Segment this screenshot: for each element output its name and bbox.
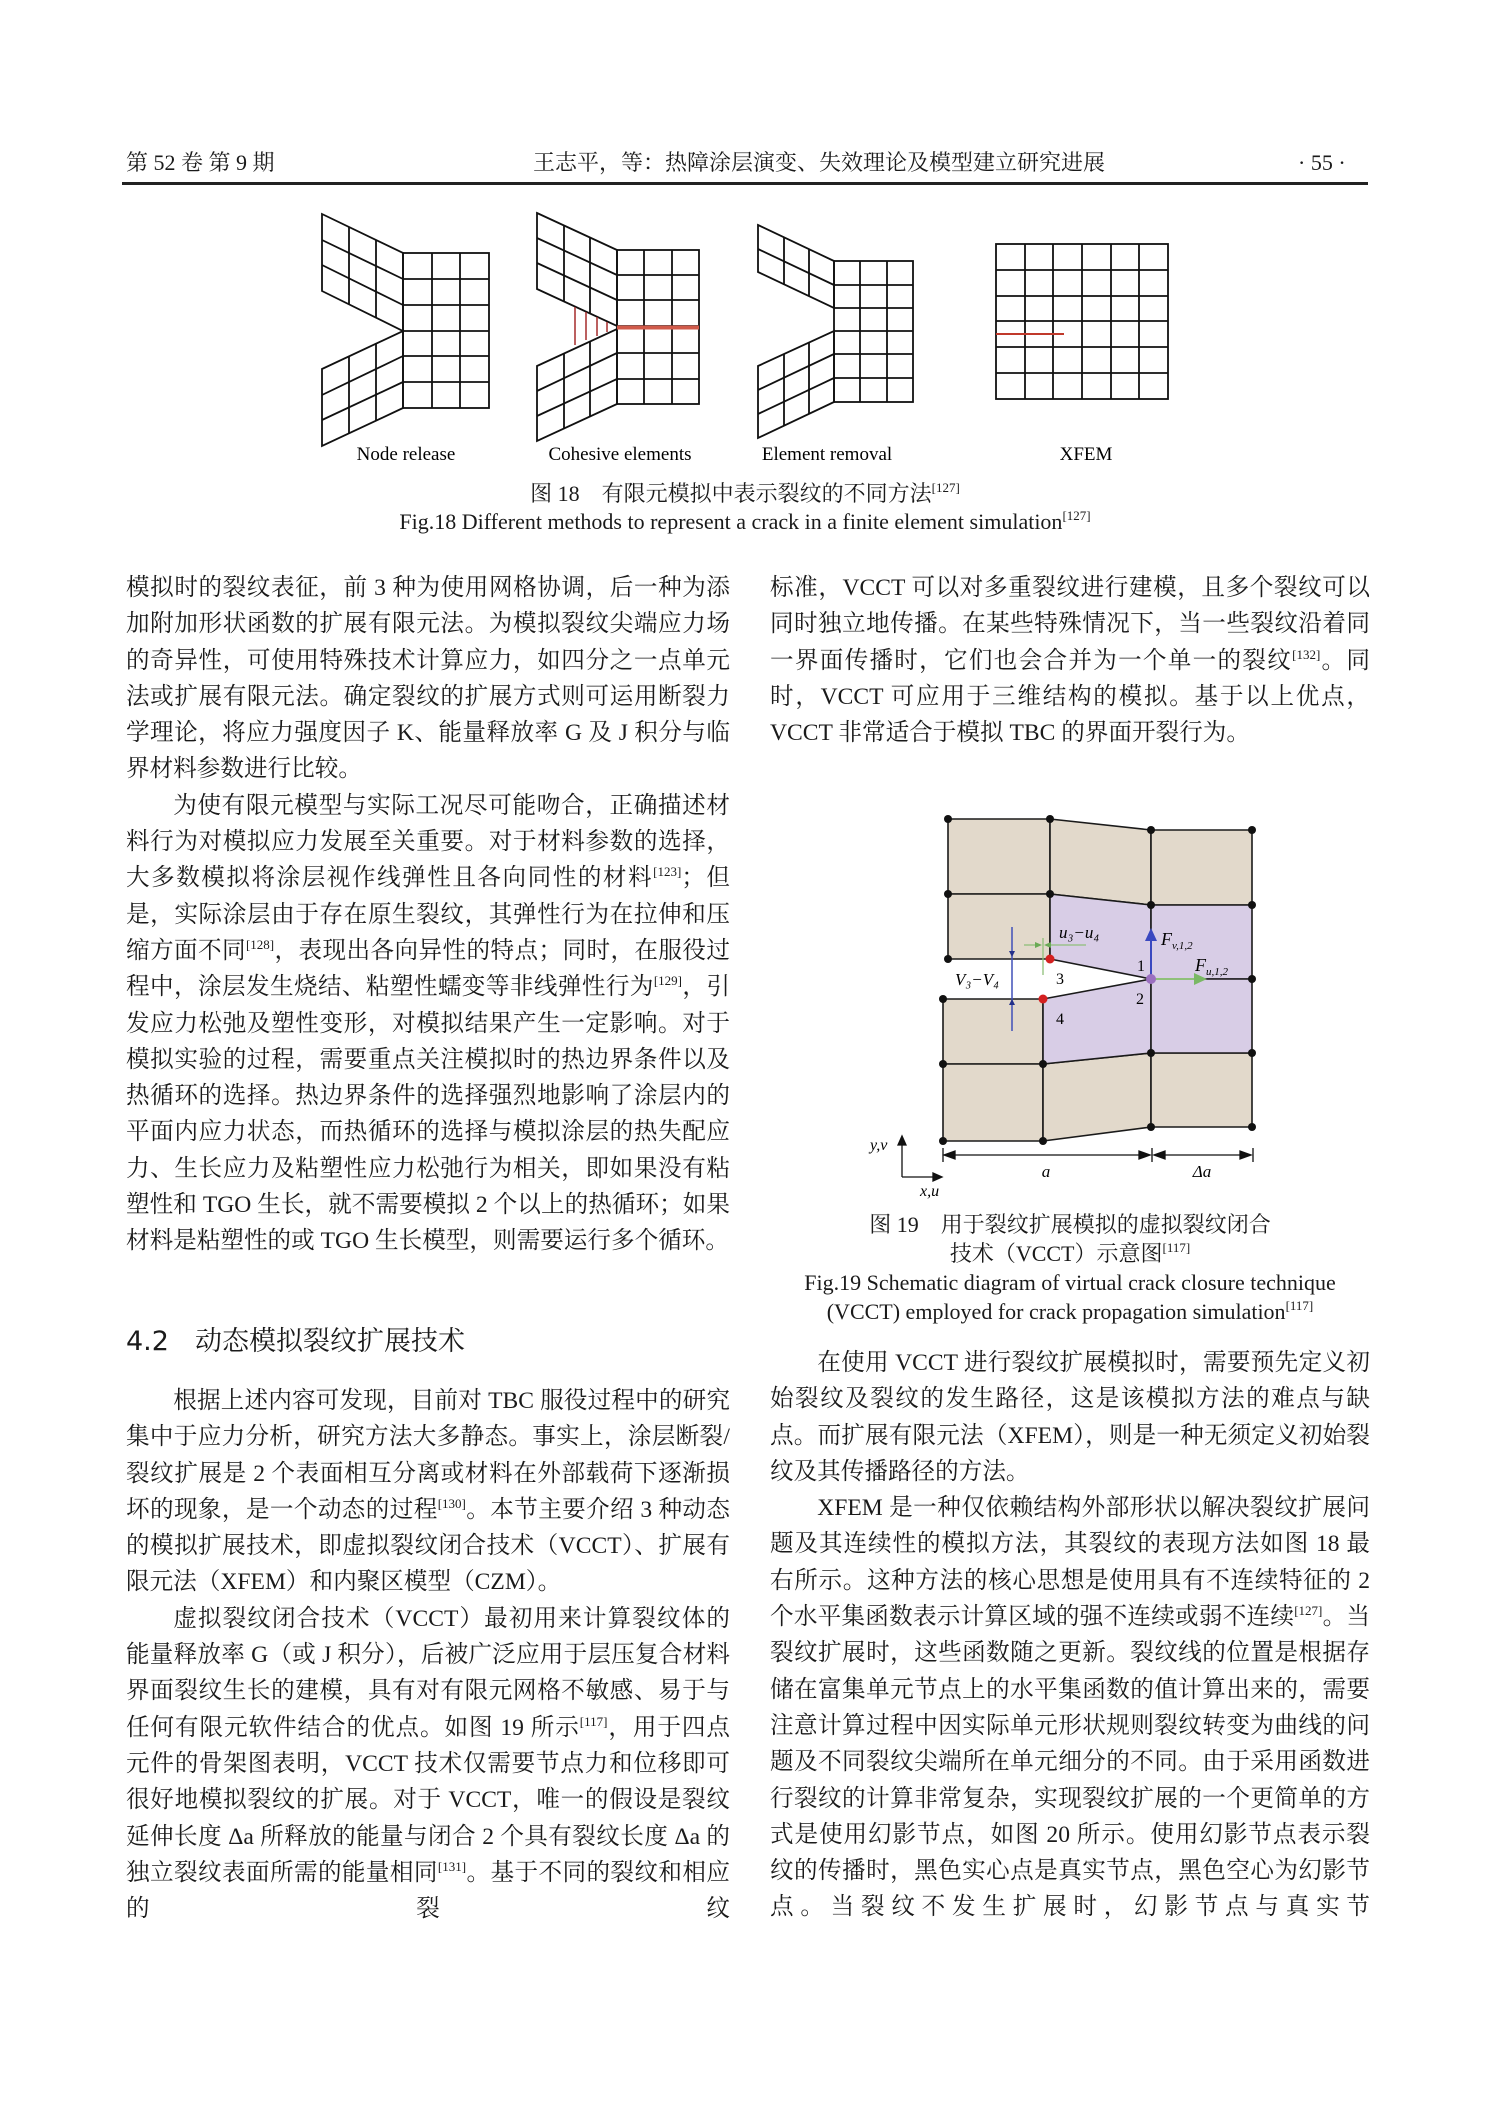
paragraph: XFEM 是一种仅依赖结构外部形状以解决裂纹扩展问题及其连续性的模拟方法，其裂纹的表现方法如图 18 最右所示。这种方法的核心思想是使用具有不连续特征的 2 个水平集函数表示计算区域的强不连续或弱不连续[127]。当裂纹扩展时，这些函数随之更新。裂纹线的位置是根据存储在富集单元节点上的水平集函数的值计算出来的，需要注意计算过程中因实际单元形状规则裂纹转变为曲线的问题及不同裂纹尖端所在单元细分的不同。由于采用函数进行裂纹的计算非常复杂，实现裂纹扩展的一个更简单的方式是使用幻影节点，如图 20 所示。使用幻影节点表示裂纹的传播时，黑色实心点是真实节点，黑色空心为幻影节点。当裂纹不发生扩展时，幻影节点与真实节 [770, 1495, 1371, 1921]
left-column-continued [126, 1383, 730, 1927]
figure-19-caption-en-line2: (VCCT) employed for crack propagation simulation[117] [826, 1298, 1314, 1324]
node-1-2-marker [1146, 974, 1156, 984]
right-column-continued [770, 1345, 1370, 1926]
section-title: 动态模拟裂纹扩展技术 [194, 1326, 465, 1357]
node-3-marker [1046, 955, 1055, 964]
header-page-number: · 55 · [1298, 150, 1346, 175]
node-4-marker [1039, 995, 1048, 1004]
figure-19-caption-cn-line2: 技术（VCCT）示意图[117] [949, 1240, 1191, 1266]
dimension-lines [943, 1148, 1253, 1162]
node-release-mesh [322, 214, 489, 446]
paragraph: 在使用 VCCT 进行裂纹扩展模拟时，需要预先定义初始裂纹及裂纹的发生路径，这是该模拟方法的难点与缺点。而扩展有限元法（XFEM），则是一种无须定义初始裂纹及其传播路径的方法。 [770, 1350, 1370, 1485]
label-u-diff: u₃−u₄ [1059, 923, 1100, 942]
label-f-v: $F_{v,1,2}$ [1161, 929, 1193, 952]
panel-label-element-removal: Element removal [761, 444, 893, 465]
paragraph: 根据上述内容可发现，目前对 TBC 服役过程中的研究集中于应力分析，研究方法大多静态。事实上，涂层断裂/裂纹扩展是 2 个表面相互分离或材料在外部载荷下逐渐损坏的现象，是一个动态的过程[130]。本节主要介绍 3 种动态的模拟扩展技术，即虚拟裂纹闭合技术（VCCT）、扩展有限元法（XFEM）和内聚区模型（CZM）。 [126, 1388, 731, 1596]
header-volume-issue: 第 52 卷 第 9 期 [126, 150, 275, 175]
paragraph: 模拟时的裂纹表征，前 3 种为使用网格协调，后一种为添加附加形状函数的扩展有限元法。为模拟裂纹尖端应力场的奇异性，可使用特殊技术计算应力，如四分之一点单元法或扩展有限元法。确定裂纹的扩展方式则可运用断裂力学理论，将应力强度因子 K、能量释放率 G 及 J 积分与临界材料参数进行比较。 [126, 575, 730, 783]
paragraph: 标准，VCCT 可以对多重裂纹进行建模，且多个裂纹可以同时独立地传播。在某些特殊情况下，当一些裂纹沿着同一界面传播时，它们也会合并为一个单一的裂纹[132]。同时，VCCT 可应用于三维结构的模拟。基于以上优点，VCCT 非常适合于模拟 TBC 的界面开裂行为。 [770, 575, 1371, 747]
figure-18-diagram [0, 0, 1489, 470]
label-dim-a: a [1041, 1162, 1051, 1181]
label-node-2: 2 [1136, 991, 1144, 1008]
label-node-4: 4 [1056, 1011, 1064, 1028]
label-dim-delta-a: Δa [1192, 1162, 1212, 1181]
label-axis-x: x,u [920, 1183, 940, 1200]
section-heading [126, 1325, 465, 1359]
figure-18 [0, 0, 1489, 470]
label-node-3: 3 [1056, 971, 1064, 988]
section-number: 4.2 [126, 1326, 169, 1357]
figure-19-caption-cn-line1: 图 19 用于裂纹扩展模拟的虚拟裂纹闭合 [869, 1212, 1271, 1237]
left-column [126, 570, 730, 1260]
panel-label-node-release: Node release [356, 444, 456, 465]
label-f-u: $F_{u,1,2}$ [1195, 955, 1228, 978]
figure-18-caption-en: Fig.18 Different methods to represent a crack in a finite element simulation[127] [399, 508, 1091, 534]
label-v-diff: V₃−V₄ [955, 970, 1000, 989]
figure-19 [850, 800, 1290, 1200]
vcct-diagram [850, 800, 1290, 1200]
paragraph: 虚拟裂纹闭合技术（VCCT）最初用来计算裂纹体的能量释放率 G（或 J 积分），后被广泛应用于层压复合材料界面裂纹生长的建模，具有对有限元网格不敏感、易于与任何有限元软件结合的优点。如图 19 所示[117]，用于四点元件的骨架图表明，VCCT 技术仅需要节点力和位移即可很好地模拟裂纹的扩展。对于 VCCT，唯一的假设是裂纹延伸长度 Δa 所释放的能量与闭合 2 个具有裂纹长度 Δa 的独立裂纹表面所需的能量相同[131]。基于不同的裂纹和相应的裂纹 [126, 1605, 731, 1923]
element-removal-mesh [758, 225, 913, 438]
figure-18-caption-cn: 图 18 有限元模拟中表示裂纹的不同方法[127] [530, 480, 960, 506]
axes-icon [898, 1136, 942, 1181]
panel-label-xfem: XFEM [1059, 444, 1113, 465]
panel-label-cohesive-elements: Cohesive elements [548, 444, 692, 465]
right-column [770, 570, 1370, 751]
figure-19-caption-en-line1: Fig.19 Schematic diagram of virtual crack closure technique [804, 1270, 1336, 1295]
xfem-mesh [996, 244, 1168, 399]
figure-19-caption [770, 1210, 1370, 1326]
label-node-1: 1 [1137, 958, 1145, 975]
label-axis-y: y,v [870, 1137, 888, 1154]
paragraph: 为使有限元模型与实际工况尽可能吻合，正确描述材料行为对模拟应力发展至关重要。对于材料参数的选择，大多数模拟将涂层视作线弹性且各向同性的材料[123]；但是，实际涂层由于存在原生裂纹，其弹性行为在拉伸和压缩方面不同[128]，表现出各向异性的特点；同时，在服役过程中，涂层发生烧结、粘塑性蠕变等非线弹性行为[129]，引发应力松弛及塑性变形，对模拟结果产生一定影响。对于模拟实验的过程，需要重点关注模拟时的热边界条件以及热循环的选择。热边界条件的选择强烈地影响了涂层内的平面内应力状态，而热循环的选择与模拟涂层的热失配应力、生长应力及粘塑性应力松弛行为相关，即如果没有粘塑性和 TGO 生长，就不需要模拟 2 个以上的热循环；如果材料是粘塑性的或 TGO 生长模型，则需要运行多个循环。 [126, 792, 731, 1255]
header-running-title: 王志平，等：热障涂层演变、失效理论及模型建立研究进展 [533, 150, 1106, 175]
